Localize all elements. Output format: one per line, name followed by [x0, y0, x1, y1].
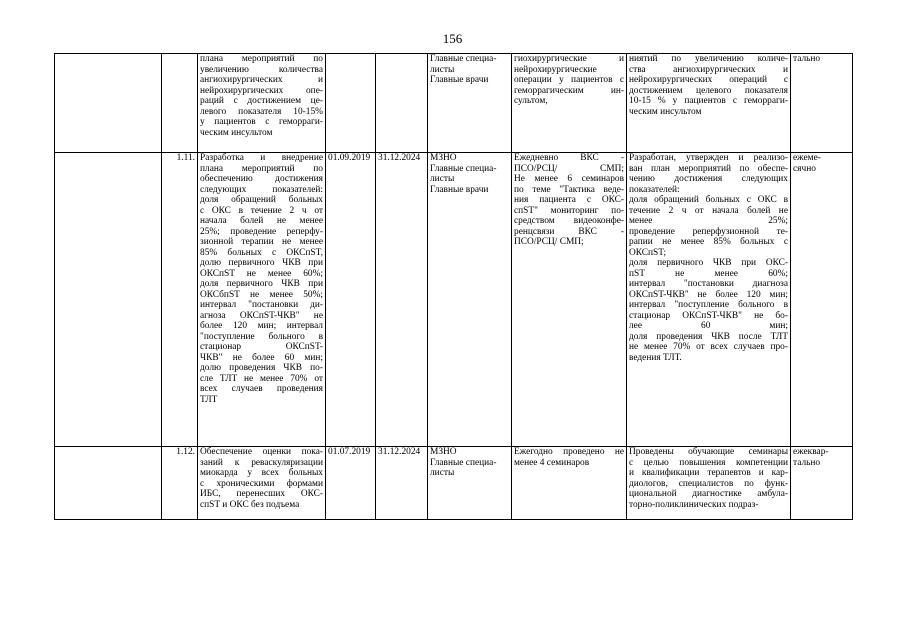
cell-line: Главные специа- [430, 457, 497, 468]
blank-cell [55, 54, 162, 153]
cell-line: доля первичного ЧКВ при [200, 279, 323, 289]
cell-line: по теме "Тактика веде- [514, 184, 624, 195]
mechanism-cell [512, 153, 627, 447]
table-row [55, 447, 853, 520]
cell-line: раций с достижением це- [200, 96, 323, 106]
cell-line: МЗНО [430, 153, 457, 163]
cell-line: спST и ОКС без подъема [200, 499, 300, 510]
result-cell [627, 54, 791, 153]
cell-line: более 120 мин; интервал [200, 321, 323, 331]
cell-line: Ежедневно ВКС - [514, 153, 624, 163]
result-cell [627, 447, 791, 520]
cell-line: ОКСпST-ЧКВ" не более 120 мин; [629, 289, 788, 300]
end-date: 31.12.2024 [376, 447, 428, 520]
cell-line: спST" мониторинг по- [514, 205, 624, 216]
cell-line: МЗНО [430, 447, 457, 457]
row-number: 1.11. [162, 153, 198, 447]
cell-line: ОКСпST не менее 60%; [200, 268, 323, 279]
responsible-cell [428, 153, 512, 447]
cell-line: листы [430, 174, 455, 184]
blank-cell [55, 153, 162, 447]
cell-line: ния пациента с ОКС- [514, 195, 624, 205]
cell-line: Не менее 6 семинаров [514, 174, 624, 184]
measures-table [54, 53, 853, 520]
mechanism-cell [512, 447, 627, 520]
cell-line: интервал "поступление больного в [629, 300, 788, 310]
cell-line: 10-15 % у пациентов с геморраги- [629, 96, 788, 106]
row-number [162, 54, 198, 153]
cell-line: долю первичного ЧКВ при [200, 258, 323, 268]
cell-line: ниятий по увеличению количе- [629, 54, 788, 64]
cell-line: всех случаев проведения [200, 384, 323, 394]
cell-line: операции у пациентов с [514, 75, 624, 85]
cell-line: сле ТЛТ не менее 70% от [200, 373, 323, 384]
cell-line: средством видеоконфе- [514, 216, 624, 226]
start-date: 01.09.2019 [326, 153, 376, 447]
cell-line: рапии не менее 85% больных с [629, 237, 788, 247]
cell-line: листы [430, 64, 455, 75]
cell-line: ван план мероприятий по обеспе- [629, 163, 788, 174]
start-date [326, 54, 376, 153]
cell-line: обеспечению достижения [200, 174, 323, 184]
blank-cell [55, 447, 162, 520]
table-row [55, 153, 853, 447]
result-cell [627, 153, 791, 447]
cell-line: плана мероприятий по [200, 54, 323, 64]
cell-line: ИБС, перенесших ОКС- [200, 489, 323, 499]
cell-line: плана мероприятий по [200, 163, 323, 174]
responsible-cell [428, 54, 512, 153]
cell-line: листы [430, 468, 455, 478]
frequency-cell [791, 54, 853, 153]
measure-cell [198, 153, 326, 447]
frequency-cell [791, 447, 853, 520]
cell-line: увеличению количества [200, 64, 323, 75]
responsible-cell [428, 447, 512, 520]
cell-line: геморрагическим ин- [514, 85, 624, 96]
cell-line: ежеме- [793, 153, 821, 163]
row-number: 1.12. [162, 447, 198, 520]
cell-line: миокарда у всех больных [200, 468, 323, 478]
cell-line: менее 4 семинаров [514, 457, 590, 468]
cell-line: диологов, специалистов по функ- [629, 478, 788, 489]
cell-line: заний к реваскуляризации [200, 457, 323, 468]
cell-line: чению достижения следующих [629, 174, 788, 184]
cell-line: ОКСбпST не менее 50%; [200, 289, 323, 300]
cell-line: показателей: [629, 184, 680, 195]
cell-line: ческим инсультом [200, 127, 273, 138]
cell-line: с хроническими формами [200, 478, 323, 489]
end-date [376, 54, 428, 153]
cell-line: тально [793, 457, 821, 468]
cell-line: сячно [793, 163, 816, 174]
cell-line: стационар ОКСпST-ЧКВ" не бо- [629, 310, 788, 321]
cell-line: ства ангиохирургических и [629, 64, 788, 75]
end-date: 31.12.2024 [376, 153, 428, 447]
cell-line: тально [793, 54, 821, 64]
cell-line: нейрохирургические [514, 64, 597, 75]
cell-line: ежеквар- [793, 447, 829, 457]
cell-line: гиохирургические и [514, 54, 624, 64]
cell-line: нейрохирургических операций с [629, 75, 788, 85]
cell-line: доля обращений больных с ОКС в [629, 195, 788, 205]
cell-line: Разработка и внедрение [200, 153, 323, 163]
cell-line: интервал "постановки диагноза [629, 279, 788, 289]
cell-line: Главные специа- [430, 163, 497, 174]
cell-line: с ОКС в течение 2 ч от [200, 205, 323, 216]
cell-line: течение 2 ч от начала болей не [629, 205, 788, 216]
cell-line: левого показателя 10-15% [200, 106, 323, 117]
cell-line: агноза ОКСпST-ЧКВ" не [200, 310, 323, 321]
cell-line: "поступление больного в [200, 331, 323, 342]
measure-cell [198, 54, 326, 153]
frequency-cell [791, 153, 853, 447]
cell-line: ведения ТЛТ. [629, 352, 682, 363]
cell-line: и квалификации терапевтов и кар- [629, 468, 788, 478]
page-number: 156 [442, 31, 463, 46]
cell-line: нейрохирургических опе- [200, 85, 323, 96]
cell-line: 25%; проведение реперфу- [200, 226, 323, 237]
cell-line: у пациентов с геморраги- [200, 117, 323, 127]
cell-line: Главные специа- [430, 54, 497, 64]
cell-line: 85% больных с ОКСпST, [200, 247, 323, 258]
cell-line: ческим инсультом [629, 106, 702, 117]
cell-line: не менее 70% от всех случаев про- [629, 342, 788, 352]
cell-line: интервал "постановки ди- [200, 300, 323, 310]
cell-line: ОКСпST; [629, 247, 667, 258]
table-row [55, 54, 853, 153]
cell-line: Главные врачи [430, 75, 489, 85]
cell-line: долю проведения ЧКВ по- [200, 363, 323, 373]
cell-line: ангиохирургических и [200, 75, 323, 85]
cell-line: доля обращений больных [200, 195, 323, 205]
mechanism-cell [512, 54, 627, 153]
cell-line: Главные врачи [430, 184, 489, 195]
cell-line: ЧКВ" не более 60 мин; [200, 352, 323, 363]
start-date: 01.07.2019 [326, 447, 376, 520]
cell-line: Обеспечение оценки пока- [200, 447, 323, 457]
measure-cell [198, 447, 326, 520]
cell-line: проведение реперфузионной те- [629, 226, 788, 237]
cell-line: доля первичного ЧКВ при ОКС- [629, 258, 788, 268]
cell-line: пST не менее 60%; [629, 268, 788, 279]
cell-line: Разработан, утвержден и реализо- [629, 153, 788, 163]
cell-line: следующих показателей: [200, 184, 323, 195]
cell-line: достижением целевого показателя [629, 85, 788, 96]
cell-line: начала болей не менее [200, 216, 323, 226]
cell-line: Ежегодно проведено не [514, 447, 624, 457]
cell-line: ТЛТ [200, 394, 218, 405]
cell-line: ПСО/РСЦ/ СМП; [514, 237, 584, 247]
cell-line: с целью повышения компетенции [629, 457, 788, 468]
cell-line: сультом, [514, 96, 548, 106]
cell-line: зионной терапии не менее [200, 237, 323, 247]
cell-line: циональной диагностике амбула- [629, 489, 788, 499]
cell-line: торно-поликлинических подраз- [629, 499, 759, 510]
cell-line: Проведены обучающие семинары [629, 447, 788, 457]
cell-line: менее 25%; [629, 216, 788, 226]
cell-line: доля проведения ЧКВ после ТЛТ [629, 331, 788, 342]
cell-line: лее 60 мин; [629, 321, 788, 331]
cell-line: ПСО/РСЦ/ СМП; [514, 163, 624, 174]
cell-line: стационар ОКСпST- [200, 342, 323, 352]
cell-line: ренцсвязи ВКС - [514, 226, 624, 237]
